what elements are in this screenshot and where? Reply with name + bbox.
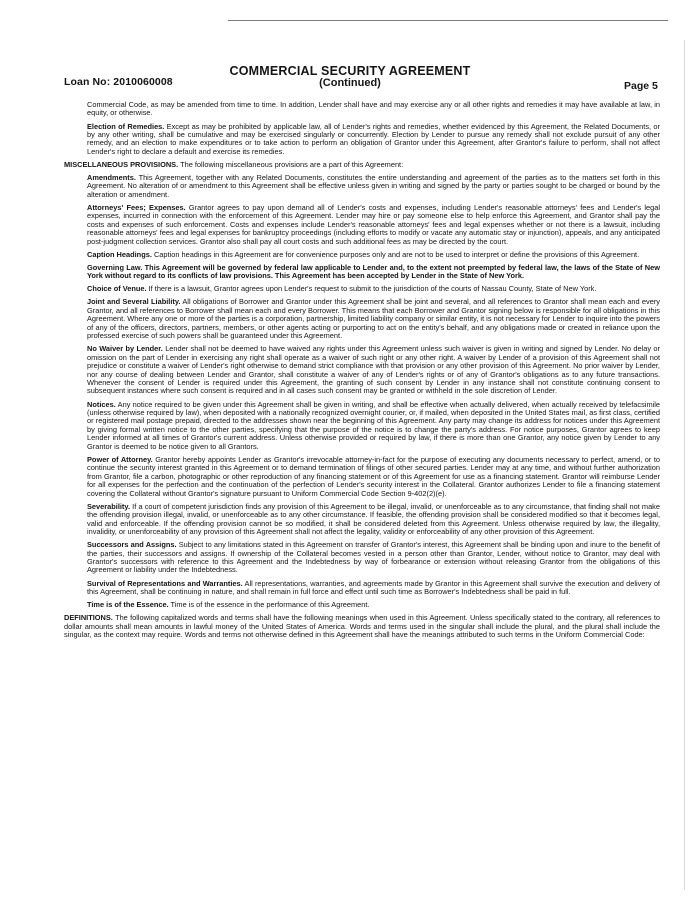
section-miscellaneous-provisions — [64, 161, 660, 169]
paragraph-heading: No Waiver by Lender. — [87, 344, 163, 354]
paragraph-text: Except as may be prohibited by applicable law, all of Lender's rights and remedies, whether evidenced by this Agreement, the Related Documents, or by any other writing, shall be cumulative and may be exercised singularly or concurrently. Election by Lender to pursue any remedy shall not exclude pursuit of any other remedy, and an election to make expenditures or to take action to perform an obligation of Grantor under this Agreement, after Grantor's failure to perform, shall not affect Lender's right to declare a default and exercise its remedies. — [87, 121, 660, 156]
paragraph-heading: Attorneys' Fees; Expenses. — [87, 202, 186, 212]
paragraph-text: Grantor agrees to pay upon demand all of Lender's costs and expenses, including Lender's reasonable attorneys' fees and Lender's legal expenses, incurred in connection with the enforcement of this Agreement. Lender may hire or pay someone else to help enforce this Agreement, and Grantor shall pay the costs and expenses of such enforcement. Costs and expenses include Lender's reasonable attorneys' fees and legal expenses whether or not there is a lawsuit, including reasonable attorneys' fees and legal expenses for bankruptcy proceedings (including efforts to modify or vacate any automatic stay or injunction), appeals, and any anticipated post-judgment collection services. Grantor also shall pay all court costs and such additional fees as may be directed by the court. — [87, 202, 660, 246]
paragraph-text: Commercial Code, as may be amended from time to time. In addition, Lender shall have and may exercise any or all other rights and remedies it may have available at law, in equity, or otherwise. — [87, 100, 660, 118]
paragraph-text: Lender shall not be deemed to have waived any rights under this Agreement unless such waiver is given in writing and signed by Lender. No delay or omission on the part of Lender in exercising any right shall operate as a waiver of such right or any other right. A waiver by Lender of a provision of this Agreement shall not prejudice or constitute a waiver of Lender's right otherwise to demand strict compliance with that provision or any other provision of this Agreement. No prior waiver by Lender, nor any course of dealing between Lender and Grantor, shall constitute a waiver of any of Lender's rights or of any of Grantor's obligations as to any future transactions. Whenever the consent of Lender is required under this Agreement, the granting of such consent by Lender in any instance shall not constitute continuing consent to subsequent instances where such consent is required and in all cases such consent may be granted or withheld in the sole discretion of Lender. — [87, 344, 661, 396]
paragraph-notices — [64, 401, 660, 452]
paragraph-heading: Successors and Assigns. — [87, 540, 177, 550]
paragraph-heading: Notices. — [87, 399, 116, 409]
paragraph-attorneys-fees — [64, 204, 660, 246]
paragraph-heading: Joint and Several Liability. — [87, 297, 181, 307]
document-title: COMMERCIAL SECURITY AGREEMENT — [229, 64, 471, 78]
page-header — [0, 60, 690, 94]
section-text: The following miscellaneous provisions are a part of this Agreement: — [180, 159, 404, 169]
paragraph-text: All obligations of Borrower and Grantor under this Agreement shall be joint and several, and all references to Grantor shall mean each and every Grantor, and all references to Borrower shall mean each and every Borrower. This means that each Borrower and Grantor signing below is responsible for all obligations in this Agreement. Where any one or more of the parties is a corporation, partnership, limited liability company or similar entity, it is not necessary for Lender to inquire into the powers of any of the officers, directors, partners, members, or other agents acting or purporting to act on the entity's behalf, and any obligations made or created in reliance upon the professed exercise of such powers shall be guaranteed under this Agreement. — [87, 297, 660, 341]
paragraph-text: If there is a lawsuit, Grantor agrees upon Lender's request to submit to the jurisdiction of the courts of Nassau County, State of New York. — [148, 284, 597, 294]
agreement-body — [64, 101, 660, 644]
paragraph-time-essence — [64, 601, 660, 609]
page-number: Page 5 — [624, 80, 658, 92]
paragraph-choice-of-venue — [64, 285, 660, 293]
paragraph-text: All representations, warranties, and agreements made by Grantor in this Agreement shall survive the execution and delivery of this Agreement, shall be continuing in nature, and shall remain in full force and effect until such time as Borrower's Indebtedness shall be paid in full. — [87, 578, 660, 596]
paragraph-text: Caption headings in this Agreement are for convenience purposes only and are not to be used to interpret or define the provisions of this Agreement. — [153, 249, 640, 259]
paragraph-text: If a court of competent jurisdiction finds any provision of this Agreement to be illegal, invalid, or unenforceable as to any circumstance, that finding shall not make the offending provision illegal, invalid, or unenforceable as to any other circumstance. If feasible, the offending provision shall be considered modified so that it becomes legal, valid and enforceable. If the offending provision cannot be so modified, it shall be considered deleted from this Agreement. Unless otherwise required by law, the illegality, invalidity, or unenforceability of any provision of this Agreement shall not affect the legality, validity or enforceability of any other provision of this Agreement. — [87, 501, 660, 537]
paragraph-successors-assigns — [64, 541, 660, 575]
paragraph-no-waiver — [64, 345, 660, 396]
paragraph-power-of-attorney — [64, 456, 660, 498]
paragraph-joint-several-liability — [64, 298, 660, 340]
paragraph-text: Time is of the essence in the performance of this Agreement. — [170, 600, 370, 610]
paragraph-severability — [64, 503, 660, 537]
paragraph-text: Any notice required to be given under this Agreement shall be given in writing, and shall be effective when actually delivered, when actually received by telefacsimile (unless otherwise required by law), when deposited with a nationally recognized overnight courier, or, if mailed, when deposited in the United States mail, as first class, certified or registered mail postage prepaid, directed to the addresses shown near the beginning of this Agreement. Any party may change its address for notices under this Agreement by giving formal written notice to the other parties, specifying that the purpose of the notice is to change the party's address. For notice purposes, Grantor agrees to keep Lender informed at all times of Grantor's current address. Unless otherwise provided or required by law, if there is more than one Grantor, any notice given by Lender to any Grantor is deemed to be notice given to all Grantors. — [87, 399, 660, 451]
paragraph-heading: Survival of Representations and Warranties. — [87, 578, 243, 588]
paragraph-text: This Agreement will be governed by federal law applicable to Lender and, to the extent not preempted by federal law, the laws of the State of New York without regard to its conflicts of law provisions. This Agreement has been accepted by Lender in the State of New York. — [87, 262, 660, 281]
paragraph-heading: Choice of Venue. — [87, 284, 147, 294]
paragraph-heading: Caption Headings. — [87, 249, 152, 259]
paragraph-governing-law — [64, 264, 660, 281]
top-rule — [228, 20, 668, 21]
paragraph-election-of-remedies — [64, 123, 660, 157]
paragraph-text: Grantor hereby appoints Lender as Grantor's irrevocable attorney-in-fact for the purpose of executing any documents necessary to perfect, amend, or to continue the security interest granted in this Agreement or to demand termination of filings of other secured parties. Lender may at any time, and without further authorization from Grantor, file a carbon, photographic or other reproduction of any financing statement or of this Agreement for use as a financing statement. Grantor will reimburse Lender for all expenses for the perfection and the continuation of the perfection of Lender's security interest in the Collateral. Grantor authorizes Lender to file a financing statement covering the Collateral without Grantor's signature pursuant to Uniform Commercial Code Section 9-402(2)(e). — [87, 454, 660, 498]
section-heading: MISCELLANEOUS PROVISIONS. — [64, 159, 179, 169]
paragraph-heading: Amendments. — [87, 172, 136, 182]
paragraph-heading: Power of Attorney. — [87, 454, 153, 464]
document-subtitle: (Continued) — [319, 77, 381, 89]
paragraph-text: Subject to any limitations stated in this Agreement on transfer of Grantor's interest, this Agreement shall be binding upon and inure to the benefit of the parties, their successors and assigns. If ownership of the Collateral becomes vested in a person other than Grantor, Lender, without notice to Grantor, may deal with Grantor's successors with reference to this Agreement and the Indebtedness by way of forbearance or extension without releasing Grantor from the obligations of this Agreement or liability under the Indebtedness. — [87, 540, 660, 575]
paragraph-amendments — [64, 174, 660, 199]
loan-number: Loan No: 2010060008 — [64, 76, 173, 88]
paragraph-caption-headings — [64, 251, 660, 259]
paragraph-heading: Severability. — [87, 501, 130, 511]
paragraph-heading: Governing Law. — [87, 262, 143, 272]
paragraph-heading: Time is of the Essence. — [87, 600, 169, 610]
section-text: The following capitalized words and terms shall have the following meanings when used in this Agreement. Unless specifically stated to the contrary, all references to dollar amounts shall mean amounts in lawful money of the United States of America. Words and terms used in the singular shall include the plural, and the plural shall include the singular, as the context may require. Words and terms not otherwise defined in this Agreement shall have the meanings attributed to such terms in the Uniform Commercial Code: — [64, 613, 661, 639]
paragraph-text: This Agreement, together with any Related Documents, constitutes the entire understanding and agreement of the parties as to the matters set forth in this Agreement. No alteration of or amendment to this Agreement shall be effective unless given in writing and signed by the party or parties sought to be charged or bound by the alteration or amendment. — [87, 172, 661, 199]
page-edge — [684, 40, 685, 890]
paragraph-survival — [64, 580, 660, 597]
paragraph-remedies-continued — [64, 101, 660, 118]
section-heading: DEFINITIONS. — [64, 613, 113, 623]
paragraph-heading: Election of Remedies. — [87, 121, 165, 131]
section-definitions — [64, 614, 660, 639]
